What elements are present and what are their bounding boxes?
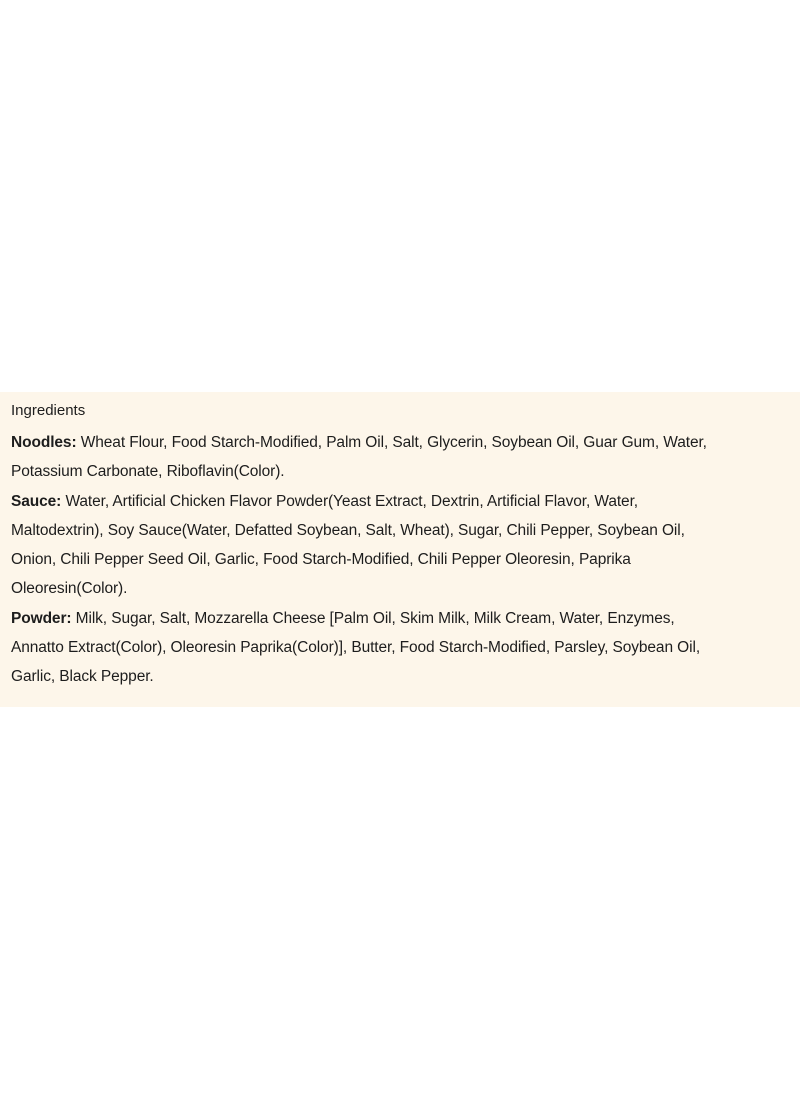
ingredients-panel xyxy=(0,392,800,707)
sauce-line-4: Oleoresin(Color). xyxy=(11,580,128,598)
sauce-line-1: Water, Artificial Chicken Flavor Powder(Yeast Extract, Dextrin, Artificial Flavor, Water, xyxy=(61,492,638,510)
sauce-label: Sauce: xyxy=(11,492,62,510)
powder-label: Powder: xyxy=(11,609,72,627)
powder-line-3: Garlic, Black Pepper. xyxy=(11,668,154,686)
sauce-section xyxy=(11,487,790,604)
powder-line-2: Annatto Extract(Color), Oleoresin Paprika(Color)], Butter, Food Starch-Modified, Parsley, Soybean Oil, xyxy=(11,639,701,657)
powder-section xyxy=(11,604,790,692)
ingredients-heading: Ingredients xyxy=(11,402,86,419)
sauce-line-2: Maltodextrin), Soy Sauce(Water, Defatted Soybean, Salt, Wheat), Sugar, Chili Pepper, Soybean Oil, xyxy=(11,521,685,539)
powder-line-1: Milk, Sugar, Salt, Mozzarella Cheese [Palm Oil, Skim Milk, Milk Cream, Water, Enzymes, xyxy=(71,609,675,627)
noodles-section xyxy=(11,428,790,487)
noodles-line-2: Potassium Carbonate, Riboflavin(Color). xyxy=(11,463,285,481)
noodles-label: Noodles: xyxy=(11,434,77,451)
noodles-line-1: Wheat Flour, Food Starch-Modified, Palm Oil, Salt, Glycerin, Soybean Oil, Guar Gum, Water, xyxy=(76,434,707,451)
sauce-line-3: Onion, Chili Pepper Seed Oil, Garlic, Food Starch-Modified, Chili Pepper Oleoresin, Paprika xyxy=(11,551,631,569)
